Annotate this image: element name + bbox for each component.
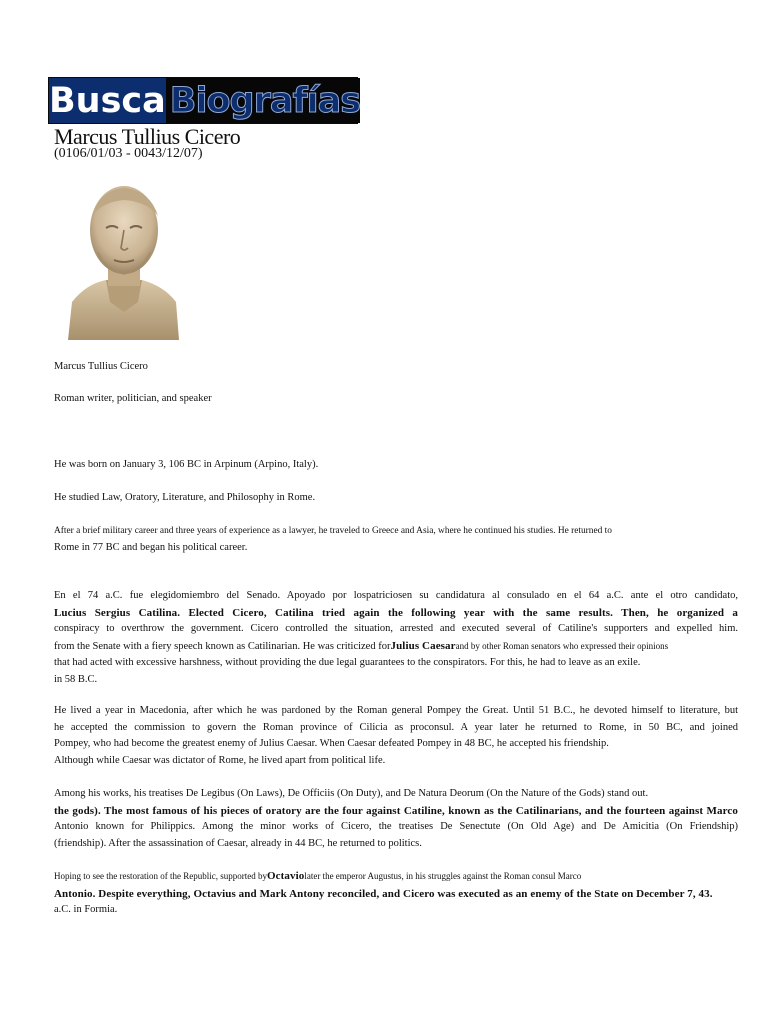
paragraph-senate-line: En el 74 a.C. fue elegidomiembro del Senado. Apoyado por lospatriciosen su candidatura al consulado en el 64 a.C. ante el otro candidato, xyxy=(54,590,738,601)
paragraph-birth: He was born on January 3, 106 BC in Arpinum (Arpino, Italy). xyxy=(54,459,319,470)
portrait-bust-image xyxy=(66,182,181,340)
death-line-rest: later the emperor Augustus, in his struggles against the Roman consul Marco xyxy=(304,871,582,881)
paragraph-death-line: Antonio. Despite everything, Octavius and Mark Antony reconciled, and Cicero was executed as an enemy of the State on December 7, 43. xyxy=(54,887,713,900)
octavio-bold: Octavio xyxy=(266,870,305,882)
paragraph-macedonia-line: Although while Caesar was dictator of Rome, he lived apart from political life. xyxy=(54,754,386,766)
paragraph-macedonia-line: he accepted the commission to govern the Roman province of Cilicia as proconsul. A year later he returned to Rome, in 50 BC, and joined xyxy=(54,721,738,733)
paragraph-works-line: (friendship). After the assassination of Caesar, already in 44 BC, he returned to politics. xyxy=(54,837,422,849)
page-title: Marcus Tullius Cicero xyxy=(54,124,241,149)
site-logo[interactable] xyxy=(48,77,361,124)
paragraph-senate-line: conspiracy to overthrow the government. Cicero controlled the situation, arrested and executed several of Catiline's supporters and expelled him. xyxy=(54,623,738,634)
paragraph-macedonia xyxy=(54,703,738,769)
intro-role: Roman writer, politician, and speaker xyxy=(54,393,212,404)
julius-caesar-bold: Julius Caesar xyxy=(390,639,456,652)
paragraph-death-line xyxy=(54,868,738,886)
paragraph-death xyxy=(54,868,738,919)
paragraph-senate xyxy=(54,588,738,688)
senate-line-small: and by other Roman senators who expressed their opinions xyxy=(455,640,669,651)
senate-line-text: from the Senate with a fiery speech known as Catilinarian. He was criticized for xyxy=(54,640,391,652)
paragraph-works-line: the gods). The most famous of his pieces of oratory are the four against Catiline, known as the Catilinarians, and the fourteen against Marco xyxy=(54,804,738,817)
paragraph-senate-line: in 58 B.C. xyxy=(54,673,98,685)
paragraph-works-line: Among his works, his treatises De Legibus (On Laws), De Officiis (On Duty), and De Natura Deorum (On the Nature of the Gods) stand out. xyxy=(54,788,649,799)
paragraph-senate-line: that had acted with excessive harshness, without providing the due legal guarantees to the conspirators. For this, he had to leave as an exile. xyxy=(54,657,641,668)
paragraph-works-line: Antonio known for Philippics. Among the minor works of Cicero, the treatises De Senectute (On Old Age) and De Amicitia (On Friendship) xyxy=(54,821,738,832)
paragraph-career-line: After a brief military career and three years of experience as a lawyer, he traveled to Greece and Asia, where he continued his studies. He returned to xyxy=(54,526,612,536)
paragraph-studies: He studied Law, Oratory, Literature, and Philosophy in Rome. xyxy=(54,492,316,503)
logo-biografias: Biografías xyxy=(166,78,360,123)
paragraph-senate-line: Lucius Sergius Catilina. Elected Cicero, Catilina tried again the following year with the same results. Then, he organized a xyxy=(54,606,738,619)
paragraph-death-line: a.C. in Formia. xyxy=(54,904,118,915)
life-dates: (0106/01/03 - 0043/12/07) xyxy=(54,146,203,161)
paragraph-career-line: Rome in 77 BC and began his political career. xyxy=(54,541,248,553)
paragraph-works xyxy=(54,786,738,852)
intro-name: Marcus Tullius Cicero xyxy=(54,361,148,372)
death-line-small: Hoping to see the restoration of the Republic, supported by xyxy=(54,871,267,881)
logo-busca: Busca xyxy=(49,78,166,123)
paragraph-macedonia-line: Pompey, who had become the greatest enemy of Julius Caesar. When Caesar defeated Pompey in 48 BC, he accepted his friendship. xyxy=(54,738,609,749)
paragraph-career xyxy=(54,523,738,556)
paragraph-senate-line xyxy=(54,638,738,656)
paragraph-macedonia-line: He lived a year in Macedonia, after which he was pardoned by the Roman general Pompey the Great. Until 51 B.C., he devoted himself to literature, but xyxy=(54,705,738,716)
